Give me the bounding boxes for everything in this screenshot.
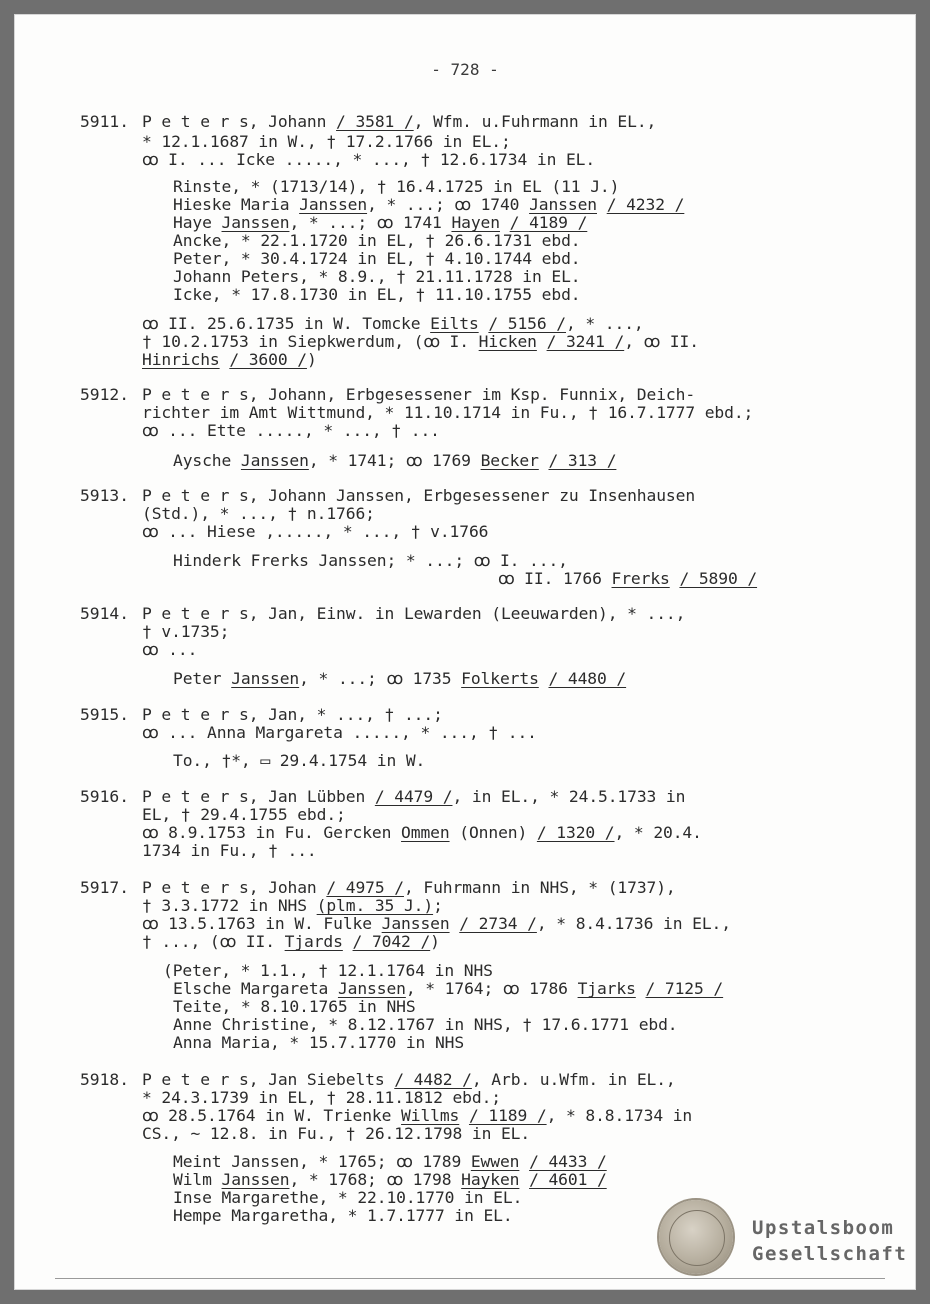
text-segment: P e t e r s, Johann, Erbgesessener im Ksp. Funnix, Deich-: [142, 385, 696, 404]
text-segment: ꝏ 13.5.1763 in W. Fulke: [142, 914, 382, 933]
underlined-reference: / 3581 /: [336, 112, 414, 131]
text-segment: Johann Peters, * 8.9., † 21.11.1728 in EL.: [173, 267, 581, 286]
text-segment: Hinderk Frerks Janssen; * ...; ꝏ I. ...,: [173, 551, 568, 570]
entry-line: [142, 315, 644, 333]
text-segment: Rinste, * (1713/14), † 16.4.1725 in EL (11 J.): [173, 177, 620, 196]
text-segment: , * 1741; ꝏ 1769: [308, 451, 481, 470]
entry-number: 5918.: [80, 1070, 130, 1089]
entry-line: [142, 487, 695, 505]
text-segment: To., †*, ▭ 29.4.1754 in W.: [173, 751, 426, 770]
text-segment: ꝏ I. ... Icke ....., * ..., † 12.6.1734 in EL.: [142, 150, 596, 169]
entry-line: [142, 1107, 692, 1125]
entry-line: [173, 196, 684, 214]
entry-line: [142, 824, 702, 842]
entry-line: [142, 386, 695, 404]
text-segment: ꝏ ... Ette ....., * ..., † ...: [142, 421, 440, 440]
footer-rule: [55, 1278, 885, 1279]
entry-number: 5913.: [80, 486, 130, 505]
text-segment: † v.1735;: [142, 622, 230, 641]
underlined-reference: Janssen: [381, 914, 450, 933]
underlined-reference: Hinrichs: [142, 350, 220, 369]
entry-line: [142, 806, 346, 824]
entry-line: [173, 980, 723, 998]
entry-line: [173, 1207, 513, 1225]
entry-line: [173, 214, 587, 232]
text-segment: P e t e r s, Jan Siebelts: [142, 1070, 395, 1089]
text-segment: P e t e r s, Johann: [142, 112, 337, 131]
underlined-reference: (plm. 35 J.): [316, 896, 434, 915]
entry-line: [142, 933, 440, 951]
entry-line: [173, 998, 416, 1016]
entry-line: [142, 113, 656, 131]
logo-line-2: Gesellschaft: [752, 1243, 908, 1265]
entry-line: [173, 670, 626, 688]
entry-line: [142, 505, 375, 523]
logo-line-1: Upstalsboom: [752, 1217, 895, 1239]
entry-line: [142, 788, 685, 806]
text-segment: † 3.3.1772 in NHS: [142, 896, 317, 915]
text-segment: Elsche Margareta: [173, 979, 338, 998]
entry-line: [142, 422, 440, 440]
underlined-reference: Tjarks: [577, 979, 636, 998]
underlined-reference: / 4482 /: [394, 1070, 472, 1089]
underlined-reference: / 4433 /: [529, 1152, 607, 1171]
text-segment: ꝏ 28.5.1764 in W. Trienke: [142, 1106, 402, 1125]
underlined-reference: Janssen: [299, 195, 368, 214]
text-segment: * 24.3.1739 in EL, † 28.11.1812 ebd.;: [142, 1088, 501, 1107]
entry-line: [173, 752, 425, 770]
entry-number: 5915.: [80, 705, 130, 724]
text-segment: , Wfm. u.Fuhrmann in EL.,: [413, 112, 657, 131]
underlined-reference: / 4479 /: [374, 787, 453, 806]
text-segment: , * 1764; ꝏ 1786: [405, 979, 578, 998]
underlined-reference: / 313 /: [548, 451, 617, 470]
entry-line: [142, 605, 685, 623]
text-segment: , Fuhrmann in NHS, * (1737),: [403, 878, 676, 897]
underlined-reference: Janssen: [231, 669, 300, 688]
underlined-reference: Eilts: [430, 314, 479, 333]
underlined-reference: Hayen: [451, 213, 500, 232]
underlined-reference: / 3600 /: [229, 350, 307, 369]
entry-line: [142, 523, 488, 541]
society-seal-icon: [659, 1200, 733, 1274]
underlined-reference: Tjards: [284, 932, 343, 951]
text-segment: P e t e r s, Jan, Einw. in Lewarden (Leeuwarden), * ...,: [142, 604, 686, 623]
text-segment: † ..., (ꝏ II.: [142, 932, 285, 951]
underlined-reference: / 1320 /: [536, 823, 615, 842]
text-segment: [670, 569, 680, 588]
text-segment: [537, 332, 547, 351]
underlined-reference: / 5890 /: [679, 569, 758, 588]
text-segment: [479, 314, 489, 333]
entry-line: [142, 133, 511, 151]
underlined-reference: Hayken: [461, 1170, 520, 1189]
underlined-reference: / 4232 /: [606, 195, 685, 214]
underlined-reference: / 3241 /: [546, 332, 625, 351]
text-segment: EL, † 29.4.1755 ebd.;: [142, 805, 346, 824]
text-segment: , * ...; ꝏ 1741: [289, 213, 452, 232]
entry-line: [173, 286, 581, 304]
text-segment: Teite, * 8.10.1765 in NHS: [173, 997, 416, 1016]
underlined-reference: / 7042 /: [352, 932, 431, 951]
text-segment: Icke, * 17.8.1730 in EL, † 11.10.1755 ebd.: [173, 285, 581, 304]
entry-line: [142, 333, 699, 351]
underlined-reference: Hicken: [478, 332, 537, 351]
underlined-reference: / 4480 /: [548, 669, 627, 688]
text-segment: [636, 979, 646, 998]
entry-line: [173, 1171, 607, 1189]
text-segment: Haye: [173, 213, 222, 232]
text-segment: Peter: [173, 669, 232, 688]
entry-line: [173, 1153, 607, 1171]
underlined-reference: / 2734 /: [459, 914, 537, 933]
underlined-reference: Janssen: [529, 195, 597, 214]
text-segment: CS., ~ 12.8. in Fu., † 26.12.1798 in EL.: [142, 1124, 531, 1143]
text-segment: , * 1768; ꝏ 1798: [289, 1170, 462, 1189]
text-segment: (Std.), * ..., † n.1766;: [142, 504, 375, 523]
text-segment: Wilm: [173, 1170, 222, 1189]
entry-line: [142, 724, 537, 742]
text-segment: ꝏ II. 25.6.1735 in W. Tomcke: [142, 314, 431, 333]
text-segment: Anne Christine, * 8.12.1767 in NHS, † 17.6.1771 ebd.: [173, 1015, 678, 1034]
underlined-reference: Ewwen: [470, 1152, 520, 1171]
text-segment: Hempe Margaretha, * 1.7.1777 in EL.: [173, 1206, 513, 1225]
entry-line: [173, 232, 581, 250]
underlined-reference: / 4975 /: [326, 878, 404, 897]
text-segment: † 10.2.1753 in Siepkwerdum, (ꝏ I.: [142, 332, 479, 351]
entry-line: [142, 1071, 676, 1089]
entry-line: [173, 178, 619, 196]
text-segment: * 12.1.1687 in W., † 17.2.1766 in EL.;: [142, 132, 511, 151]
text-segment: Anna Maria, * 15.7.1770 in NHS: [173, 1033, 465, 1052]
text-segment: , * ...; ꝏ 1740: [367, 195, 530, 214]
text-segment: [220, 350, 230, 369]
entry-line: [173, 1189, 522, 1207]
text-segment: [343, 932, 353, 951]
text-segment: P e t e r s, Johann Janssen, Erbgesessener zu Insenhausen: [142, 486, 696, 505]
text-segment: P e t e r s, Jan Lübben: [142, 787, 375, 806]
text-segment: [519, 1152, 529, 1171]
text-segment: Aysche: [173, 451, 241, 470]
entry-line: [173, 1016, 678, 1034]
text-segment: ꝏ ...: [142, 640, 198, 659]
underlined-reference: Willms: [401, 1106, 460, 1125]
entry-line: [142, 151, 595, 169]
text-segment: Ancke, * 22.1.1720 in EL, † 26.6.1731 ebd.: [173, 231, 581, 250]
entry-number: 5916.: [80, 787, 130, 806]
underlined-reference: Janssen: [221, 1170, 290, 1189]
entry-line: [142, 1125, 530, 1143]
text-segment: (Peter, * 1.1., † 12.1.1764 in NHS: [163, 961, 493, 980]
underlined-reference: Folkerts: [461, 669, 539, 688]
text-segment: richter im Amt Wittmund, * 11.10.1714 in Fu., † 16.7.1777 ebd.;: [142, 403, 754, 422]
text-segment: ꝏ 8.9.1753 in Fu. Gercken: [142, 823, 402, 842]
text-segment: [519, 1170, 529, 1189]
entry-line: [173, 250, 581, 268]
text-segment: , * 8.4.1736 in EL.,: [536, 914, 731, 933]
text-segment: ;: [433, 896, 443, 915]
text-segment: , * 8.8.1734 in: [546, 1106, 693, 1125]
text-segment: (Onnen): [449, 823, 537, 842]
entry-line: [142, 404, 753, 422]
text-segment: P e t e r s, Johan: [142, 878, 327, 897]
text-segment: , ꝏ II.: [624, 332, 699, 351]
entry-line: [142, 842, 317, 860]
text-segment: [450, 914, 460, 933]
entry-line: [498, 570, 757, 588]
underlined-reference: Becker: [480, 451, 539, 470]
underlined-reference: Janssen: [221, 213, 290, 232]
underlined-reference: / 5156 /: [488, 314, 566, 333]
text-segment: Hieske Maria: [173, 195, 300, 214]
text-segment: ꝏ II. 1766: [498, 569, 612, 588]
underlined-reference: / 1189 /: [468, 1106, 547, 1125]
text-segment: , Arb. u.Wfm. in EL.,: [471, 1070, 676, 1089]
entry-line: [142, 706, 443, 724]
entry-line: [142, 351, 317, 369]
page-number: - 728 -: [431, 60, 499, 79]
underlined-reference: Janssen: [337, 979, 406, 998]
entry-number: 5914.: [80, 604, 130, 623]
text-segment: P e t e r s, Jan, * ..., † ...;: [142, 705, 443, 724]
underlined-reference: / 7125 /: [645, 979, 724, 998]
underlined-reference: Janssen: [240, 451, 309, 470]
text-segment: , * ...,: [566, 314, 644, 333]
entry-line: [173, 268, 581, 286]
entry-number: 5912.: [80, 385, 130, 404]
entry-line: [142, 897, 443, 915]
entry-line: [163, 962, 493, 980]
entry-line: [142, 641, 197, 659]
text-segment: Meint Janssen, * 1765; ꝏ 1789: [173, 1152, 471, 1171]
underlined-reference: Frerks: [611, 569, 670, 588]
entry-number: 5917.: [80, 878, 130, 897]
text-segment: , in EL., * 24.5.1733 in: [452, 787, 686, 806]
text-segment: 1734 in Fu., † ...: [142, 841, 317, 860]
entry-line: [142, 1089, 501, 1107]
entry-number: 5911.: [80, 112, 130, 131]
entry-line: [173, 1034, 464, 1052]
text-segment: , * 20.4.: [614, 823, 702, 842]
underlined-reference: Ommen: [401, 823, 450, 842]
text-segment: , * ...; ꝏ 1735: [299, 669, 462, 688]
text-segment: Inse Margarethe, * 22.10.1770 in EL.: [173, 1188, 523, 1207]
text-segment: [459, 1106, 469, 1125]
entry-line: [173, 452, 616, 470]
underlined-reference: / 4189 /: [509, 213, 588, 232]
text-segment: ): [430, 932, 440, 951]
text-segment: ꝏ ... Hiese ,....., * ..., † v.1766: [142, 522, 489, 541]
entry-line: [173, 552, 568, 570]
text-segment: ): [306, 350, 317, 369]
text-segment: ꝏ ... Anna Margareta ....., * ..., † ...: [142, 723, 537, 742]
text-segment: [500, 213, 510, 232]
text-segment: Peter, * 30.4.1724 in EL, † 4.10.1744 ebd.: [173, 249, 581, 268]
entry-line: [142, 623, 229, 641]
entry-line: [142, 879, 676, 897]
underlined-reference: / 4601 /: [529, 1170, 607, 1189]
text-segment: [597, 195, 607, 214]
entry-line: [142, 915, 731, 933]
